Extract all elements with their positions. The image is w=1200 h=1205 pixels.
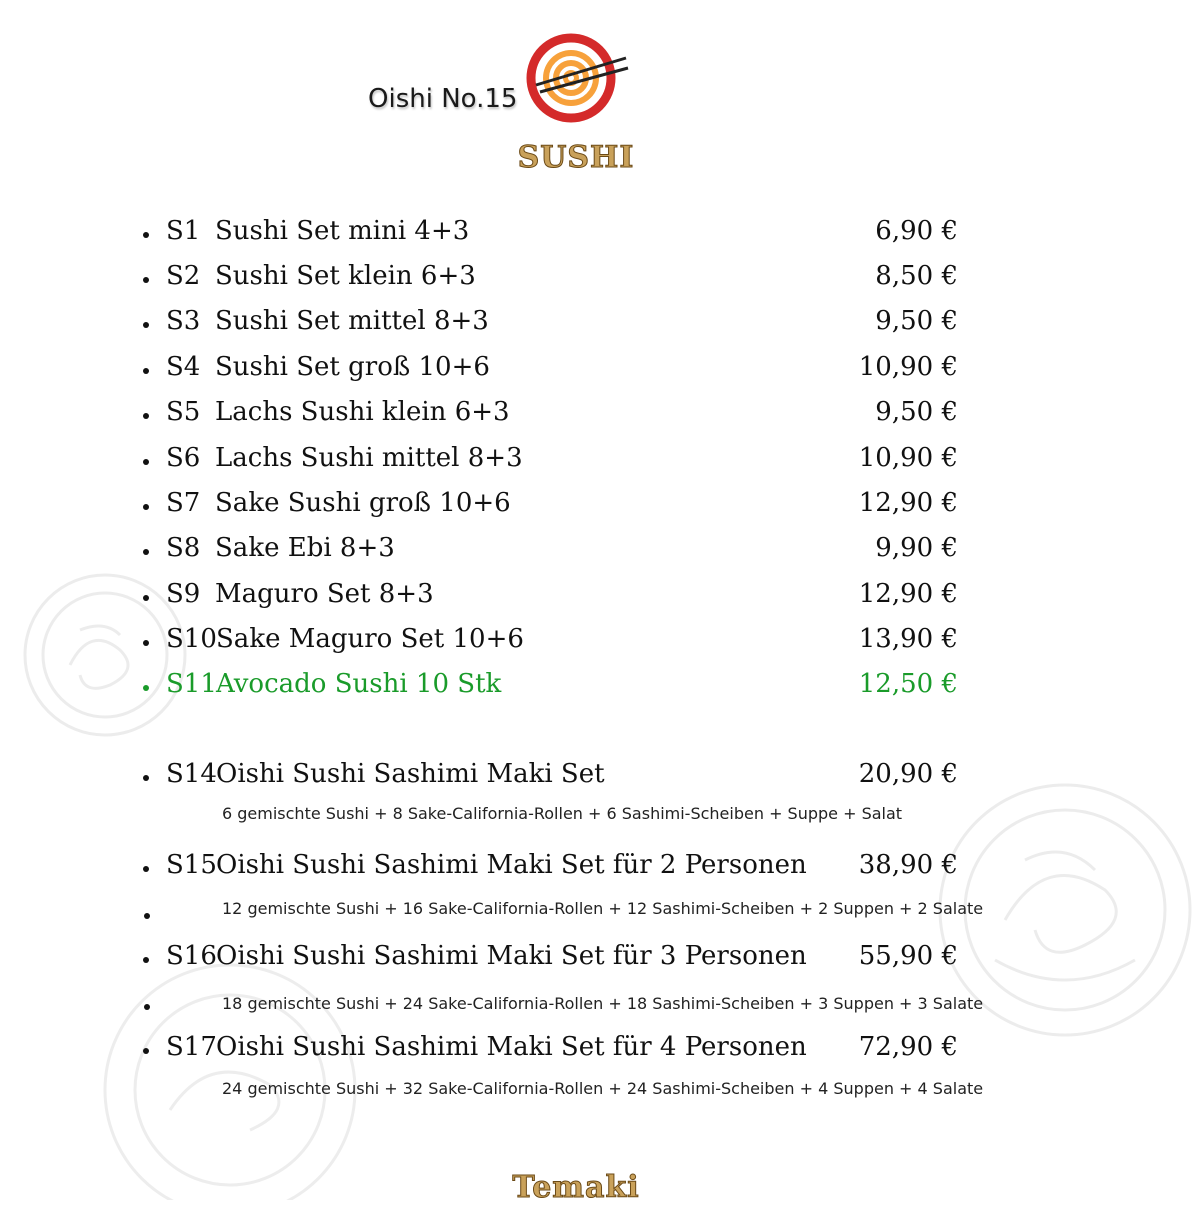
menu-item-s14 [140, 759, 960, 799]
item-code: S11 [166, 669, 217, 699]
item-code: S14 [166, 759, 217, 789]
item-name: Sushi Set groß 10+6 [215, 352, 490, 382]
item-name: Sake Sushi groß 10+6 [215, 488, 511, 518]
item-name: Oishi Sushi Sashimi Maki Set für 2 Personen [216, 850, 807, 880]
bullet [143, 504, 149, 510]
menu-item-s3 [140, 306, 960, 346]
item-name: Sake Maguro Set 10+6 [216, 624, 524, 654]
item-description-s15: 12 gemischte Sushi + 16 Sake-California-Rollen + 12 Sashimi-Scheiben + 2 Suppen + 2 Salate [222, 899, 984, 918]
bullet [143, 232, 149, 238]
bullet [143, 368, 149, 374]
item-price: 72,90 € [858, 1032, 958, 1062]
item-name: Lachs Sushi klein 6+3 [215, 397, 510, 427]
bullet [143, 413, 149, 419]
item-code: S8 [166, 533, 201, 563]
menu-item-s1 [140, 216, 960, 256]
bullet [143, 277, 149, 283]
menu-item-s17 [140, 1032, 960, 1072]
item-price: 9,50 € [875, 397, 958, 427]
menu-item-s4 [140, 352, 960, 392]
menu-item-s8 [140, 533, 960, 573]
item-price: 20,90 € [858, 759, 958, 789]
item-code: S1 [166, 216, 201, 246]
item-price: 9,90 € [875, 533, 958, 563]
item-price: 10,90 € [858, 443, 958, 473]
item-name: Oishi Sushi Sashimi Maki Set [216, 759, 605, 789]
item-code: S7 [166, 488, 201, 518]
item-description-s17: 24 gemischte Sushi + 32 Sake-California-Rollen + 24 Sashimi-Scheiben + 4 Suppen + 4 Salate [222, 1079, 984, 1098]
item-description-s14: 6 gemischte Sushi + 8 Sake-California-Rollen + 6 Sashimi-Scheiben + Suppe + Salat [222, 804, 903, 823]
item-price: 12,90 € [858, 579, 958, 609]
bullet [143, 459, 149, 465]
bullet [143, 322, 149, 328]
item-code: S17 [166, 1032, 217, 1062]
bullet [144, 1004, 150, 1010]
item-name: Avocado Sushi 10 Stk [216, 669, 502, 699]
item-price: 9,50 € [875, 306, 958, 336]
item-price: 38,90 € [858, 850, 958, 880]
item-code: S15 [166, 850, 217, 880]
bullet [143, 549, 149, 555]
item-code: S3 [166, 306, 201, 336]
item-code: S5 [166, 397, 201, 427]
item-price: 8,50 € [875, 261, 958, 291]
section-title-temaki: Temaki [512, 1170, 640, 1205]
item-price: 10,90 € [858, 352, 958, 382]
item-price: 6,90 € [875, 216, 958, 246]
menu-item-s7 [140, 488, 960, 528]
menu-item-s10 [140, 624, 960, 664]
bullet [144, 913, 150, 919]
item-price: 13,90 € [858, 624, 958, 654]
item-name: Lachs Sushi mittel 8+3 [215, 443, 523, 473]
item-name: Oishi Sushi Sashimi Maki Set für 3 Personen [216, 941, 807, 971]
menu-item-s5 [140, 397, 960, 437]
menu-item-s15 [140, 850, 960, 890]
bullet [143, 685, 149, 691]
item-description-s16: 18 gemischte Sushi + 24 Sake-California-Rollen + 18 Sashimi-Scheiben + 3 Suppen + 3 Salate [222, 994, 984, 1013]
bullet [143, 775, 149, 781]
section-title-sushi: SUSHI [517, 140, 635, 175]
bullet [143, 866, 149, 872]
item-code: S9 [166, 579, 201, 609]
item-code: S6 [166, 443, 201, 473]
menu-item-s11 [140, 669, 960, 709]
item-code: S2 [166, 261, 201, 291]
item-code: S10 [166, 624, 217, 654]
item-code: S16 [166, 941, 217, 971]
menu-item-s16 [140, 941, 960, 981]
menu-item-s9 [140, 579, 960, 619]
menu-item-s6 [140, 443, 960, 483]
item-name: Sushi Set mini 4+3 [215, 216, 470, 246]
sushi-bowl-chopsticks-logo-icon [526, 30, 631, 125]
brand-name: Oishi No.15 [368, 84, 518, 114]
item-name: Sake Ebi 8+3 [215, 533, 395, 563]
item-name: Sushi Set mittel 8+3 [215, 306, 489, 336]
item-name: Oishi Sushi Sashimi Maki Set für 4 Personen [216, 1032, 807, 1062]
brand-header [368, 28, 638, 128]
item-price: 55,90 € [858, 941, 958, 971]
item-name: Maguro Set 8+3 [215, 579, 434, 609]
bullet [143, 595, 149, 601]
menu-item-s2 [140, 261, 960, 301]
bullet [143, 957, 149, 963]
item-name: Sushi Set klein 6+3 [215, 261, 476, 291]
item-price: 12,90 € [858, 488, 958, 518]
bullet [143, 1048, 149, 1054]
item-price: 12,50 € [858, 669, 958, 699]
item-code: S4 [166, 352, 201, 382]
bullet [143, 640, 149, 646]
